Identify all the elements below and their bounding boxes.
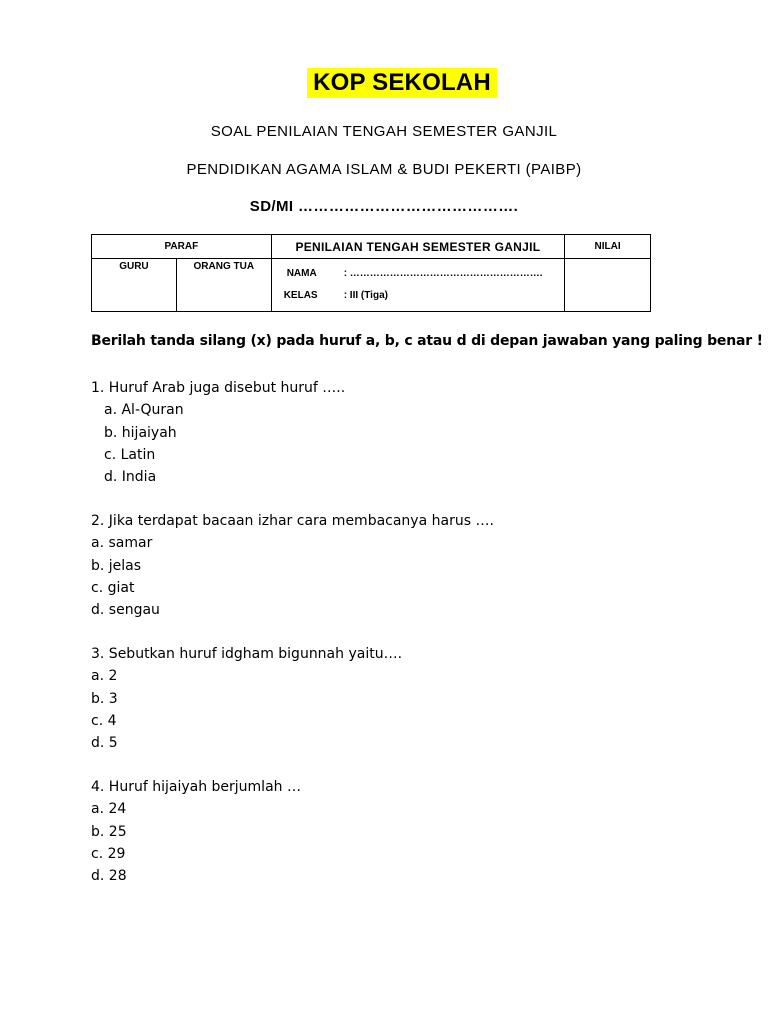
question-text: 3. Sebutkan huruf idgham bigunnah yaitu…. xyxy=(91,646,403,662)
option-a: a. samar xyxy=(91,535,153,552)
option-d: d. 28 xyxy=(91,868,127,885)
option-d: d. 5 xyxy=(91,735,118,752)
option-a: a. Al-Quran xyxy=(104,402,184,419)
paraf-header: PARAF xyxy=(92,235,272,259)
kelas-value: : III (Tiga) xyxy=(343,290,388,301)
guru-cell: GURU xyxy=(92,259,177,312)
question-text: 1. Huruf Arab juga disebut huruf ….. xyxy=(91,380,346,396)
orang-tua-cell: ORANG TUA xyxy=(176,259,271,312)
nilai-cell xyxy=(565,259,651,312)
exam-title: SOAL PENILAIAN TENGAH SEMESTER GANJIL xyxy=(210,123,558,140)
option-c: c. giat xyxy=(91,579,135,596)
exam-header: PENILAIAN TENGAH SEMESTER GANJIL xyxy=(271,235,564,259)
option-a: a. 24 xyxy=(91,801,127,818)
option-c: c. 29 xyxy=(91,845,126,862)
option-a: a. 2 xyxy=(91,668,118,685)
nama-label: NAMA xyxy=(286,268,317,279)
question-3 xyxy=(91,643,402,754)
kelas-label: KELAS xyxy=(283,290,318,301)
option-b: b. hijaiyah xyxy=(104,424,177,441)
question-2 xyxy=(91,510,494,621)
subject-title: PENDIDIKAN AGAMA ISLAM & BUDI PEKERTI (PAIBP) xyxy=(186,161,582,178)
option-b: b. 25 xyxy=(91,823,127,840)
option-c: c. Latin xyxy=(104,446,156,463)
nilai-header: NILAI xyxy=(565,235,651,259)
question-text: 4. Huruf hijaiyah berjumlah … xyxy=(91,779,301,795)
school-line: SD/MI ……………………………………. xyxy=(249,198,519,215)
student-identity-cell xyxy=(271,259,564,312)
instruction: Berilah tanda silang (x) pada huruf a, b, c atau d di depan jawaban yang paling benar ! xyxy=(91,333,763,349)
question-1 xyxy=(91,377,345,488)
question-4 xyxy=(91,776,301,887)
kop-sekolah-title: KOP SEKOLAH xyxy=(307,68,497,98)
option-b: b. jelas xyxy=(91,557,142,574)
option-d: d. India xyxy=(104,469,157,486)
option-c: c. 4 xyxy=(91,712,117,729)
option-d: d. sengau xyxy=(91,602,160,619)
question-text: 2. Jika terdapat bacaan izhar cara membacanya harus …. xyxy=(91,513,494,529)
option-b: b. 3 xyxy=(91,690,118,707)
nama-value: : …………………………………………………. xyxy=(343,268,543,279)
student-info-table xyxy=(91,234,651,312)
